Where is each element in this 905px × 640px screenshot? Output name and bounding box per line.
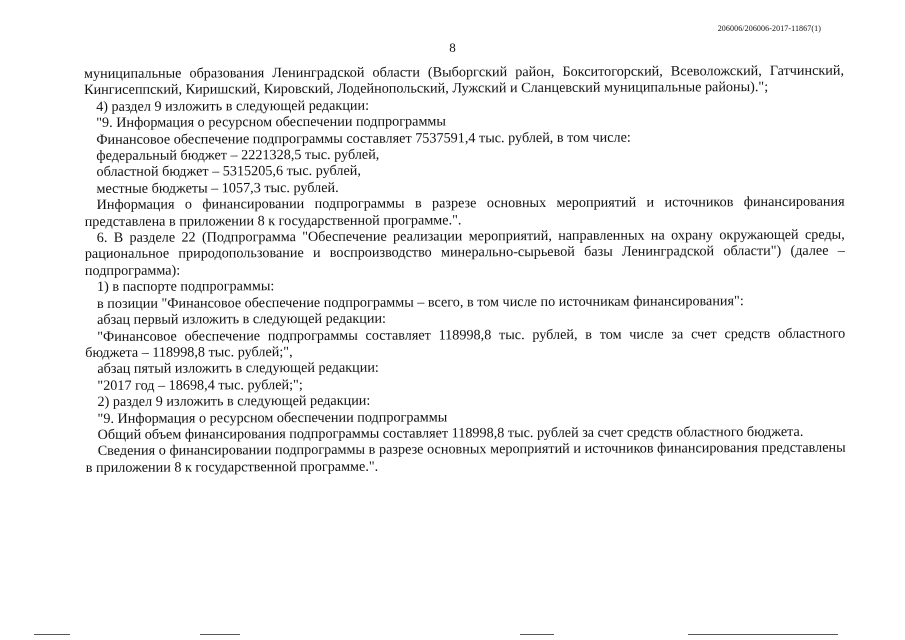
scan-mark <box>200 634 240 635</box>
scan-mark <box>688 634 838 635</box>
scan-edge-marks <box>0 632 905 640</box>
scan-mark <box>34 634 70 635</box>
document-body <box>84 63 846 476</box>
paragraph: 2) раздел 9 изложить в следующей редакции: <box>97 392 371 411</box>
scan-mark <box>520 634 554 635</box>
paragraph: "9. Информация о ресурсном обеспечении подпрограммы <box>96 113 446 132</box>
paragraph: Общий объем финансирования подпрограммы составляет 118998,8 тыс. рублей за счет средств областного бюджета. <box>97 423 804 443</box>
paragraph: 4) раздел 9 изложить в следующей редакции: <box>96 97 370 115</box>
paragraph: 1) в паспорте подпрограммы: <box>96 278 275 296</box>
paragraph: областной бюджет – 5315205,6 тыс. рублей, <box>96 163 361 181</box>
paragraph: абзац пятый изложить в следующей редакции: <box>97 360 379 378</box>
paragraph: "Финансовое обеспечение подпрограммы составляет 118998,8 тыс. рублей, в том числе за счет средств областного бюджета – 118998,8 тыс. рублей;", <box>85 325 846 361</box>
paragraph: муниципальные образования Ленинградской области (Выборгский район, Бокситогорский, Всеволожский, Гатчинский, Кингисеппский, Киришский, Кировский, Лодейнопольский, Лужский и Сланцевский муниципальные районы)."; <box>84 62 845 99</box>
paragraph: Информация о финансировании подпрограммы в разрезе основных мероприятий и источников финансирования представлена в приложении 8 к государственной программе.". <box>84 193 845 230</box>
document-id: 206006/206006-2017-11867(1) <box>717 24 821 33</box>
paragraph: "2017 год – 18698,4 тыс. рублей;"; <box>97 376 303 394</box>
paragraph: Сведения о финансировании подпрограммы в разрезе основных мероприятий и источников финансирования представлены в приложении 8 к государственной программе.". <box>85 440 846 476</box>
page-number: 8 <box>449 40 456 55</box>
paragraph: Финансовое обеспечение подпрограммы составляет 7537591,4 тыс. рублей, в том числе: <box>96 129 631 148</box>
paragraph: местные бюджеты – 1057,3 тыс. рублей. <box>96 179 339 197</box>
paragraph: абзац первый изложить в следующей редакции: <box>97 310 387 329</box>
paragraph: "9. Информация о ресурсном обеспечении подпрограммы <box>97 408 448 427</box>
paragraph: 6. В разделе 22 (Подпрограмма "Обеспечение реализации мероприятий, направленных на охрану окружающей среды, рациональное природопользование и воспроизводство минерально-сырьевой базы Ленинградской области") (далее – подпрограмма): <box>84 226 845 279</box>
paragraph: федеральный бюджет – 2221328,5 тыс. рублей, <box>96 146 380 164</box>
paragraph: в позиции "Финансовое обеспечение подпрограммы – всего, в том числе по источникам финансирования": <box>97 292 744 312</box>
